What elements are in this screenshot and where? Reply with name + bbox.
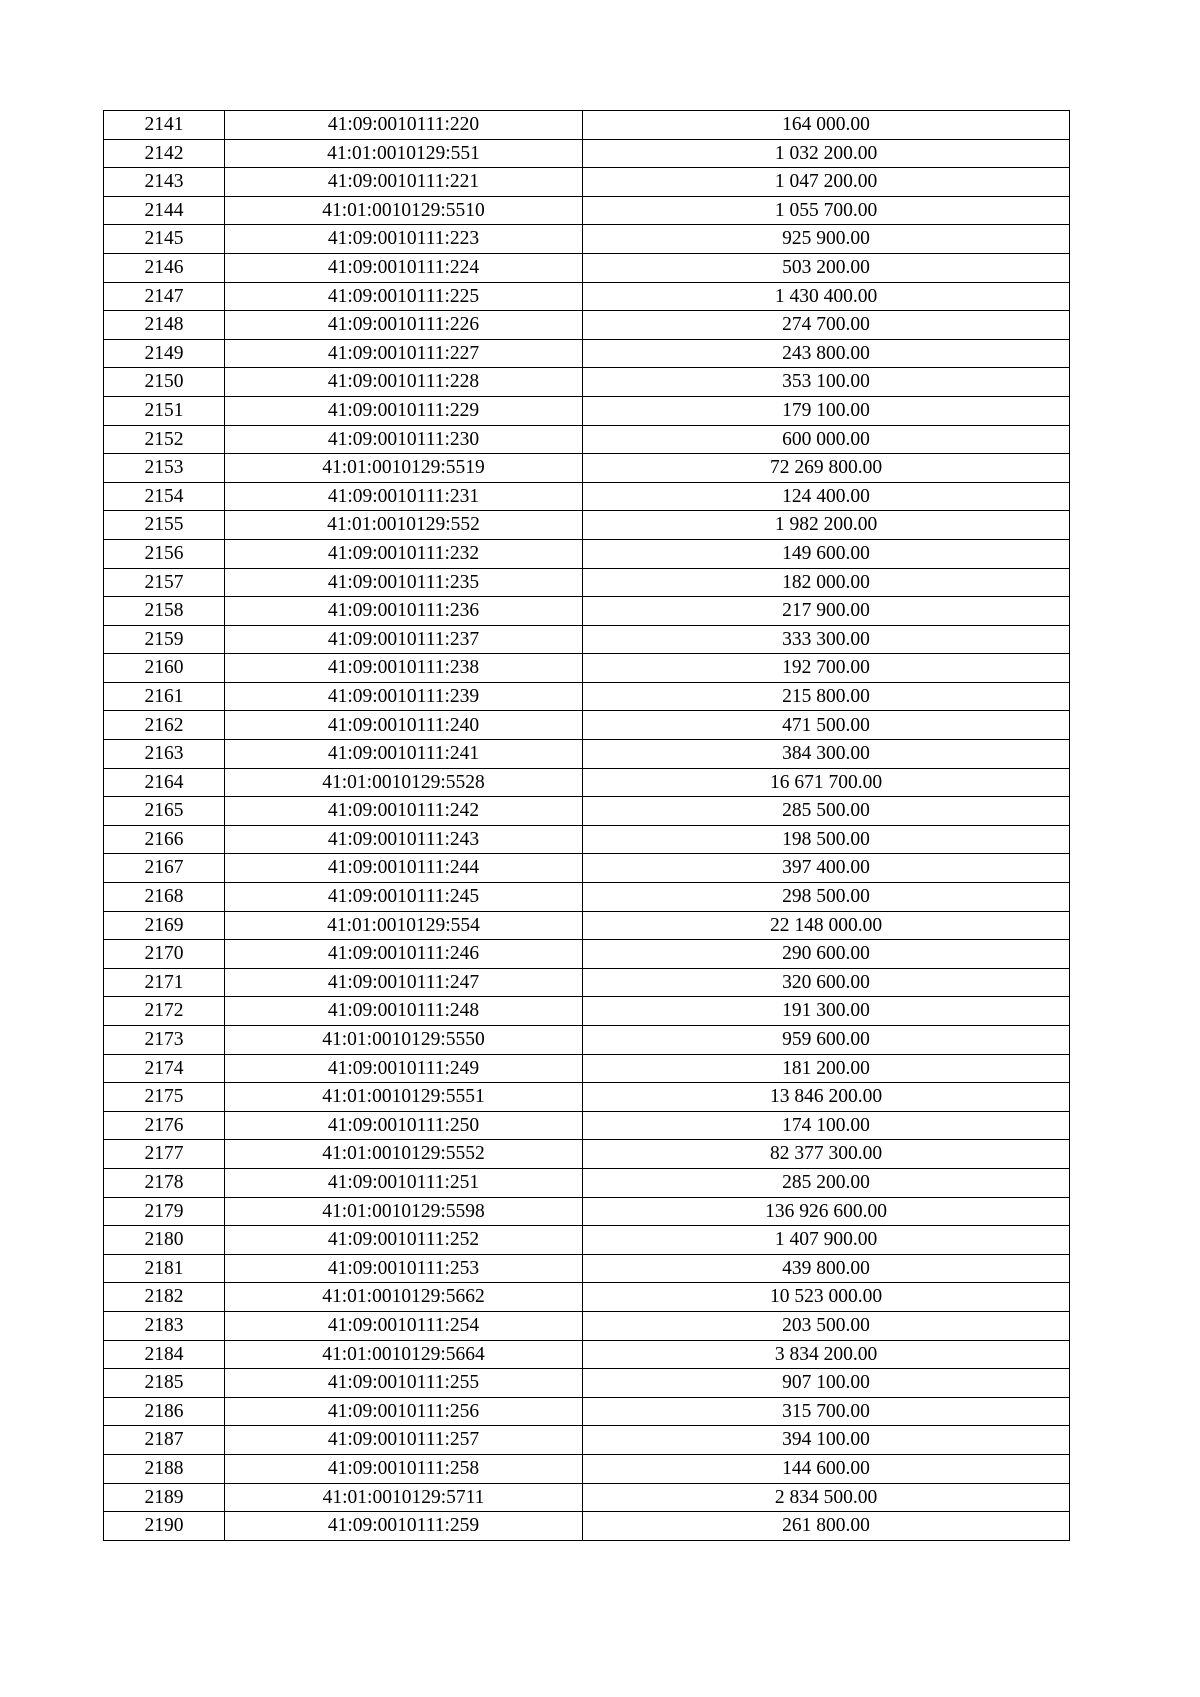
cadastral-value-cell: 274 700.00 [583,311,1070,340]
row-number-cell: 2169 [104,911,225,940]
cadastral-value-cell: 298 500.00 [583,883,1070,912]
cadastral-value-cell: 384 300.00 [583,740,1070,769]
table-row [104,311,1070,340]
cadastral-value-cell: 164 000.00 [583,111,1070,140]
table-row [104,740,1070,769]
cadastral-number-cell: 41:09:0010111:227 [225,339,583,368]
cadastral-value-cell: 82 377 300.00 [583,1140,1070,1169]
cadastral-number-cell: 41:09:0010111:226 [225,311,583,340]
row-number-cell: 2188 [104,1454,225,1483]
cadastral-value-cell: 503 200.00 [583,253,1070,282]
table-row [104,1083,1070,1112]
row-number-cell: 2174 [104,1054,225,1083]
cadastral-value-cell: 179 100.00 [583,396,1070,425]
row-number-cell: 2186 [104,1397,225,1426]
table-row [104,454,1070,483]
cadastral-number-cell: 41:01:0010129:5510 [225,196,583,225]
cadastral-value-cell: 198 500.00 [583,825,1070,854]
table-row [104,511,1070,540]
cadastral-number-cell: 41:01:0010129:552 [225,511,583,540]
cadastral-number-cell: 41:09:0010111:253 [225,1254,583,1283]
table-row [104,1512,1070,1541]
row-number-cell: 2158 [104,597,225,626]
row-number-cell: 2176 [104,1111,225,1140]
table-row [104,1454,1070,1483]
table-row [104,883,1070,912]
table-row [104,1369,1070,1398]
table-row [104,568,1070,597]
row-number-cell: 2155 [104,511,225,540]
row-number-cell: 2183 [104,1311,225,1340]
row-number-cell: 2175 [104,1083,225,1112]
cadastral-value-cell: 144 600.00 [583,1454,1070,1483]
row-number-cell: 2153 [104,454,225,483]
cadastral-value-cell: 333 300.00 [583,625,1070,654]
cadastral-number-cell: 41:01:0010129:5551 [225,1083,583,1112]
cadastral-value-cell: 959 600.00 [583,1026,1070,1055]
row-number-cell: 2142 [104,139,225,168]
cadastral-number-cell: 41:09:0010111:224 [225,253,583,282]
row-number-cell: 2151 [104,396,225,425]
cadastral-value-cell: 243 800.00 [583,339,1070,368]
row-number-cell: 2159 [104,625,225,654]
cadastral-number-cell: 41:01:0010129:5598 [225,1197,583,1226]
cadastral-value-cell: 285 500.00 [583,797,1070,826]
row-number-cell: 2143 [104,168,225,197]
table-row [104,225,1070,254]
table-row [104,1283,1070,1312]
row-number-cell: 2148 [104,311,225,340]
row-number-cell: 2187 [104,1426,225,1455]
table-row [104,940,1070,969]
cadastral-value-cell: 13 846 200.00 [583,1083,1070,1112]
row-number-cell: 2172 [104,997,225,1026]
cadastral-number-cell: 41:09:0010111:229 [225,396,583,425]
cadastral-number-cell: 41:09:0010111:243 [225,825,583,854]
cadastral-number-cell: 41:09:0010111:240 [225,711,583,740]
cadastral-number-cell: 41:09:0010111:241 [225,740,583,769]
table-row [104,825,1070,854]
row-number-cell: 2141 [104,111,225,140]
table-row [104,482,1070,511]
row-number-cell: 2185 [104,1369,225,1398]
cadastral-number-cell: 41:01:0010129:551 [225,139,583,168]
cadastral-number-cell: 41:09:0010111:237 [225,625,583,654]
cadastral-number-cell: 41:09:0010111:238 [225,654,583,683]
cadastral-number-cell: 41:09:0010111:242 [225,797,583,826]
table-row [104,911,1070,940]
cadastral-value-cell: 22 148 000.00 [583,911,1070,940]
cadastral-number-cell: 41:09:0010111:254 [225,1311,583,1340]
table-row [104,997,1070,1026]
row-number-cell: 2149 [104,339,225,368]
row-number-cell: 2166 [104,825,225,854]
table-row [104,854,1070,883]
table-row [104,1026,1070,1055]
cadastral-value-cell: 290 600.00 [583,940,1070,969]
cadastral-number-cell: 41:09:0010111:223 [225,225,583,254]
row-number-cell: 2168 [104,883,225,912]
row-number-cell: 2163 [104,740,225,769]
table-row [104,1311,1070,1340]
row-number-cell: 2150 [104,368,225,397]
cadastral-value-cell: 203 500.00 [583,1311,1070,1340]
row-number-cell: 2177 [104,1140,225,1169]
cadastral-value-cell: 925 900.00 [583,225,1070,254]
row-number-cell: 2154 [104,482,225,511]
row-number-cell: 2180 [104,1226,225,1255]
cadastral-value-cell: 215 800.00 [583,682,1070,711]
table-row [104,597,1070,626]
cadastral-value-cell: 16 671 700.00 [583,768,1070,797]
cadastral-number-cell: 41:09:0010111:252 [225,1226,583,1255]
cadastral-value-cell: 124 400.00 [583,482,1070,511]
row-number-cell: 2160 [104,654,225,683]
cadastral-number-cell: 41:09:0010111:247 [225,968,583,997]
table-row [104,1483,1070,1512]
cadastral-number-cell: 41:09:0010111:248 [225,997,583,1026]
table-row [104,168,1070,197]
table-body [104,111,1070,1541]
row-number-cell: 2173 [104,1026,225,1055]
cadastral-value-cell: 72 269 800.00 [583,454,1070,483]
table-row [104,797,1070,826]
cadastral-number-cell: 41:09:0010111:236 [225,597,583,626]
cadastral-number-cell: 41:09:0010111:244 [225,854,583,883]
cadastral-number-cell: 41:09:0010111:230 [225,425,583,454]
row-number-cell: 2189 [104,1483,225,1512]
cadastral-number-cell: 41:01:0010129:5664 [225,1340,583,1369]
cadastral-value-cell: 10 523 000.00 [583,1283,1070,1312]
table-row [104,1426,1070,1455]
cadastral-number-cell: 41:09:0010111:220 [225,111,583,140]
table-row [104,396,1070,425]
cadastral-number-cell: 41:01:0010129:5552 [225,1140,583,1169]
cadastral-number-cell: 41:01:0010129:5528 [225,768,583,797]
cadastral-value-cell: 439 800.00 [583,1254,1070,1283]
table-row [104,425,1070,454]
cadastral-value-cell: 1 407 900.00 [583,1226,1070,1255]
row-number-cell: 2161 [104,682,225,711]
cadastral-number-cell: 41:09:0010111:239 [225,682,583,711]
cadastral-value-cell: 2 834 500.00 [583,1483,1070,1512]
cadastral-value-cell: 1 032 200.00 [583,139,1070,168]
row-number-cell: 2146 [104,253,225,282]
cadastral-number-cell: 41:09:0010111:250 [225,1111,583,1140]
cadastral-value-cell: 907 100.00 [583,1369,1070,1398]
table-row [104,711,1070,740]
row-number-cell: 2178 [104,1168,225,1197]
row-number-cell: 2184 [104,1340,225,1369]
cadastral-value-cell: 174 100.00 [583,1111,1070,1140]
cadastral-number-cell: 41:09:0010111:221 [225,168,583,197]
cadastral-value-cell: 600 000.00 [583,425,1070,454]
cadastral-value-cell: 261 800.00 [583,1512,1070,1541]
row-number-cell: 2152 [104,425,225,454]
cadastral-value-cell: 181 200.00 [583,1054,1070,1083]
cadastral-number-cell: 41:09:0010111:258 [225,1454,583,1483]
cadastral-value-cell: 191 300.00 [583,997,1070,1026]
table-row [104,1140,1070,1169]
row-number-cell: 2171 [104,968,225,997]
cadastral-number-cell: 41:09:0010111:255 [225,1369,583,1398]
row-number-cell: 2147 [104,282,225,311]
table-row [104,368,1070,397]
row-number-cell: 2144 [104,196,225,225]
cadastral-number-cell: 41:09:0010111:259 [225,1512,583,1541]
cadastral-value-cell: 217 900.00 [583,597,1070,626]
cadastral-number-cell: 41:09:0010111:232 [225,539,583,568]
table-row [104,682,1070,711]
row-number-cell: 2164 [104,768,225,797]
table-row [104,625,1070,654]
cadastral-value-cell: 320 600.00 [583,968,1070,997]
cadastral-number-cell: 41:09:0010111:249 [225,1054,583,1083]
cadastral-value-cell: 3 834 200.00 [583,1340,1070,1369]
cadastral-value-cell: 397 400.00 [583,854,1070,883]
table-row [104,1111,1070,1140]
row-number-cell: 2179 [104,1197,225,1226]
table-row [104,1168,1070,1197]
cadastral-number-cell: 41:01:0010129:5662 [225,1283,583,1312]
cadastral-number-cell: 41:09:0010111:245 [225,883,583,912]
cadastral-number-cell: 41:01:0010129:554 [225,911,583,940]
row-number-cell: 2181 [104,1254,225,1283]
table-row [104,111,1070,140]
cadastral-value-table [103,110,1070,1541]
cadastral-value-cell: 182 000.00 [583,568,1070,597]
cadastral-number-cell: 41:09:0010111:225 [225,282,583,311]
cadastral-number-cell: 41:01:0010129:5550 [225,1026,583,1055]
cadastral-number-cell: 41:09:0010111:256 [225,1397,583,1426]
cadastral-value-cell: 394 100.00 [583,1426,1070,1455]
table-row [104,1226,1070,1255]
table-row [104,654,1070,683]
cadastral-value-cell: 315 700.00 [583,1397,1070,1426]
table-row [104,339,1070,368]
cadastral-value-cell: 1 055 700.00 [583,196,1070,225]
cadastral-value-cell: 285 200.00 [583,1168,1070,1197]
cadastral-number-cell: 41:09:0010111:231 [225,482,583,511]
table-row [104,1197,1070,1226]
table-row [104,139,1070,168]
cadastral-value-cell: 353 100.00 [583,368,1070,397]
row-number-cell: 2182 [104,1283,225,1312]
row-number-cell: 2190 [104,1512,225,1541]
row-number-cell: 2145 [104,225,225,254]
cadastral-number-cell: 41:09:0010111:251 [225,1168,583,1197]
cadastral-value-cell: 136 926 600.00 [583,1197,1070,1226]
table-row [104,539,1070,568]
cadastral-value-cell: 471 500.00 [583,711,1070,740]
cadastral-value-cell: 149 600.00 [583,539,1070,568]
table-row [104,253,1070,282]
table-row [104,196,1070,225]
cadastral-number-cell: 41:09:0010111:228 [225,368,583,397]
table-row [104,968,1070,997]
table-row [104,282,1070,311]
cadastral-number-cell: 41:01:0010129:5519 [225,454,583,483]
cadastral-number-cell: 41:09:0010111:257 [225,1426,583,1455]
table-row [104,1054,1070,1083]
cadastral-number-cell: 41:01:0010129:5711 [225,1483,583,1512]
row-number-cell: 2170 [104,940,225,969]
row-number-cell: 2167 [104,854,225,883]
cadastral-value-cell: 192 700.00 [583,654,1070,683]
table-row [104,1397,1070,1426]
row-number-cell: 2165 [104,797,225,826]
table-row [104,768,1070,797]
row-number-cell: 2156 [104,539,225,568]
cadastral-value-cell: 1 430 400.00 [583,282,1070,311]
row-number-cell: 2162 [104,711,225,740]
cadastral-number-cell: 41:09:0010111:246 [225,940,583,969]
table-row [104,1340,1070,1369]
row-number-cell: 2157 [104,568,225,597]
table-row [104,1254,1070,1283]
cadastral-value-cell: 1 047 200.00 [583,168,1070,197]
cadastral-number-cell: 41:09:0010111:235 [225,568,583,597]
cadastral-value-cell: 1 982 200.00 [583,511,1070,540]
